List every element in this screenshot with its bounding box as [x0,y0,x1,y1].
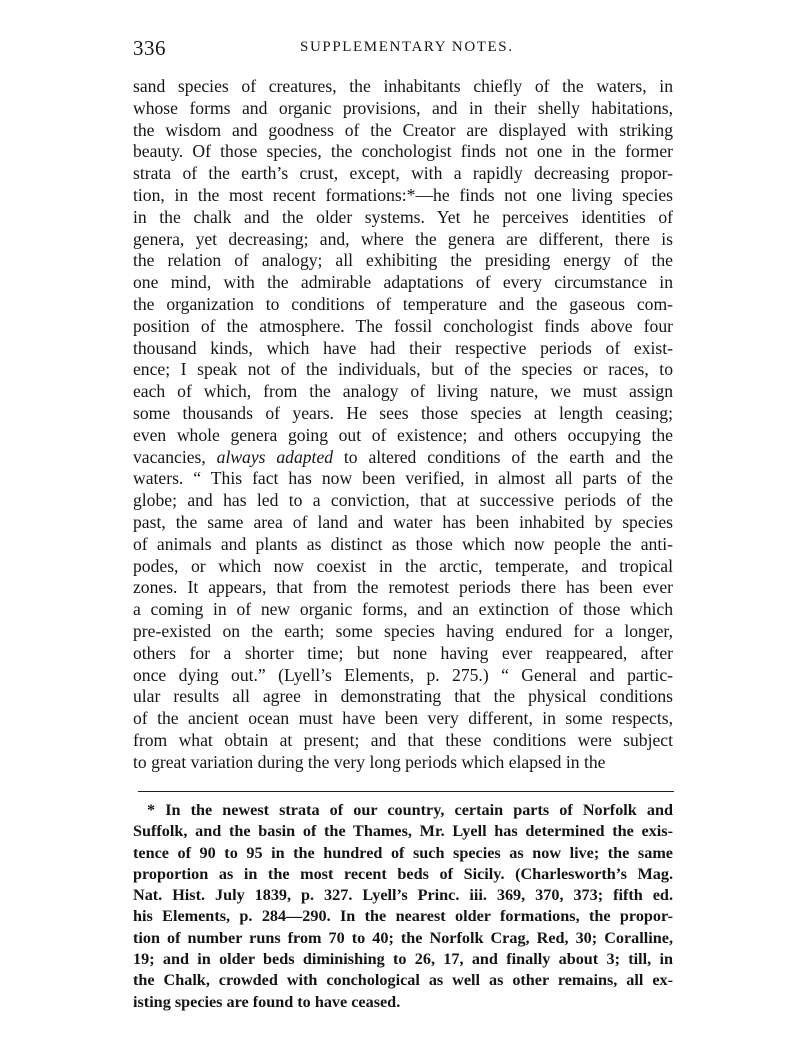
text-line: the wisdom and goodness of the Creator are displayed with striking [133,119,673,140]
page-number: 336 [133,36,166,60]
text-line: ular results all agree in demonstrating that the physical conditions [133,686,673,707]
footnote-line: tence of 90 to 95 in the hundred of such species as now live; the same [133,843,673,862]
text-line: even whole genera going out of existence; and others occupying the [133,424,673,445]
text-line: pre-existed on the earth; some species having endured for a longer, [133,620,673,641]
text-line: ence; I speak not of the individuals, but of the species or races, to [133,359,673,380]
text-line: past, the same area of land and water has been inhabited by species [133,511,673,532]
footnote-line: * In the newest strata of our country, certain parts of Norfolk and [147,801,673,819]
footnote-line: 19; and in older beds diminishing to 26, 17, and finally about 3; till, in [133,950,673,969]
footnote-line: proportion as in the most recent beds of Sicily. (Charlesworth’s Mag. [133,864,673,883]
footnote-divider [138,791,674,792]
footnote [133,800,673,1013]
text-line: the organization to conditions of temperature and the gaseous com- [133,293,673,314]
italic-phrase: always adapted [216,446,334,467]
text-line: of animals and plants as distinct as those which now people the anti- [133,533,673,554]
text-line: globe; and has led to a conviction, that at successive periods of the [133,490,673,511]
text-line: sand species of creatures, the inhabitants chiefly of the waters, in [133,76,673,96]
text-line: the relation of analogy; all exhibiting the presiding energy of the [133,250,673,271]
text-line: one mind, with the admirable adaptations of every circumstance in [133,272,673,293]
text-line: others for a shorter time; but none having ever reappeared, after [133,642,673,663]
text-line: genera, yet decreasing; and, where the genera are different, there is [133,228,673,249]
text-line: podes, or which now coexist in the arctic, temperate, and tropical [133,555,673,576]
text-line: to great variation during the very long periods which elapsed in the [133,751,606,772]
text-line: zones. It appears, that from the remotest periods there has been ever [133,577,673,598]
text-line: of the ancient ocean must have been very different, in some respects, [133,708,673,729]
text-line: from what obtain at present; and that these conditions were subject [133,729,673,750]
text-line: position of the atmosphere. The fossil conchologist finds above four [133,315,673,336]
footnote-line: his Elements, p. 284—290. In the nearest older formations, the propor- [133,907,673,926]
text-line: beauty. Of those species, the conchologist finds not one in the former [133,141,673,162]
text-segment: to altered conditions of the earth and the [333,446,674,467]
text-line: tion, in the most recent formations:*—he finds not one living species [133,184,673,205]
footnote-line: the Chalk, crowded with conchological as well as other remains, all ex- [133,971,673,990]
text-line: each of which, from the analogy of living nature, we must assign [133,381,673,402]
footnote-line: isting species are found to have ceased. [133,992,401,1011]
text-line: whose forms and organic provisions, and in their shelly habitations, [133,97,673,118]
footnote-line: tion of number runs from 70 to 40; the Norfolk Crag, Red, 30; Coralline, [133,928,673,947]
footnote-line: Nat. Hist. July 1839, p. 327. Lyell’s Princ. iii. 369, 370, 373; fifth ed. [133,886,673,905]
text-segment: vacancies, [133,446,217,467]
running-head: SUPPLEMENTARY NOTES. [300,39,514,55]
footnote-line: Suffolk, and the basin of the Thames, Mr. Lyell has determined the exis- [133,822,673,841]
main-text [133,76,673,774]
text-line: thousand kinds, which have had their respective periods of exist- [133,337,673,358]
text-line-with-italic [133,447,673,469]
text-line: in the chalk and the older systems. Yet he perceives identities of [133,206,673,227]
text-line: a coming in of new organic forms, and an extinction of those which [133,599,673,620]
text-line: waters. “ This fact has now been verified, in almost all parts of the [133,468,673,489]
text-line: some thousands of years. He sees those species at length ceasing; [133,402,673,423]
text-line: strata of the earth’s crust, except, with a rapidly decreasing propor- [133,163,673,184]
text-line: once dying out.” (Lyell’s Elements, p. 275.) “ General and partic- [133,664,673,685]
